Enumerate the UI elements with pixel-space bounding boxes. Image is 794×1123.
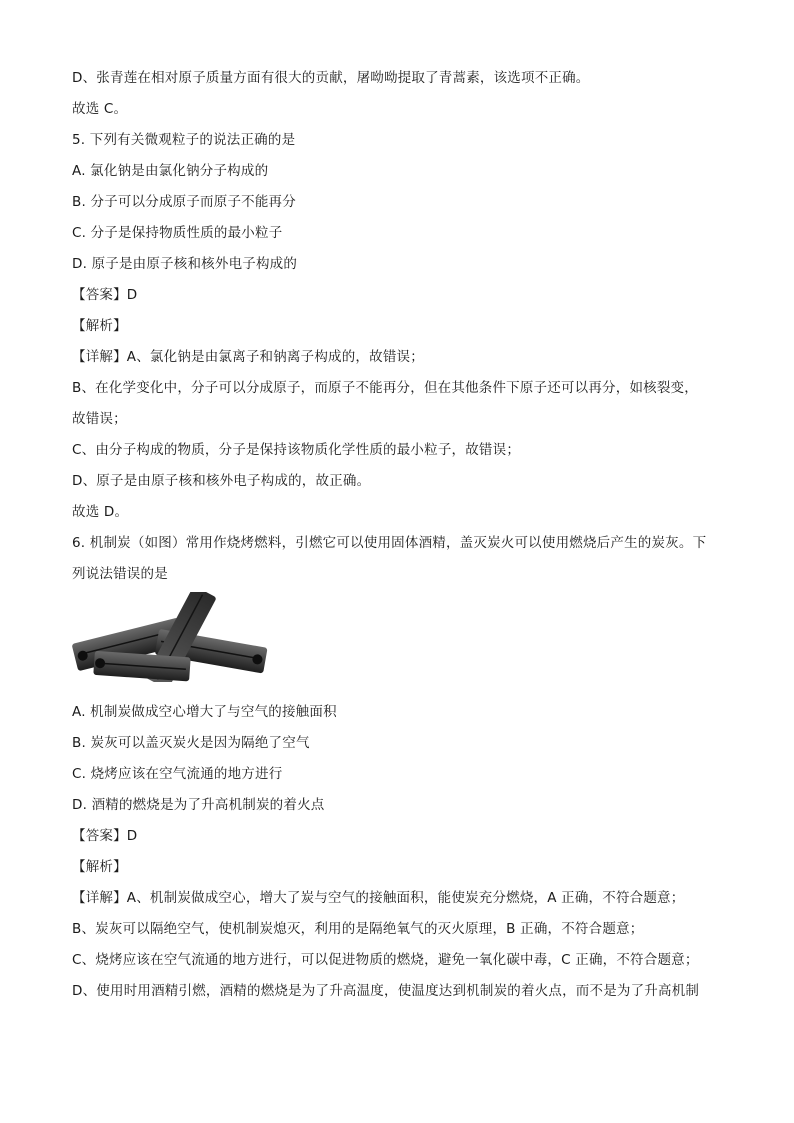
detail-line: D、使用时用酒精引燃，酒精的燃烧是为了升高温度，使温度达到机制炭的着火点，而不是为了升高机制 bbox=[72, 983, 700, 999]
detail-line: B、炭灰可以隔绝空气，使机制炭熄灭，利用的是隔绝氧气的灭火原理，B 正确，不符合题意； bbox=[72, 921, 644, 937]
detail-line: 故错误； bbox=[72, 411, 127, 427]
detail-line: C、烧烤应该在空气流通的地方进行，可以促进物质的燃烧，避免一氧化碳中毒，C 正确，不符合题意； bbox=[72, 952, 699, 968]
option-c: C. 分子是保持物质性质的最小粒子 bbox=[72, 225, 283, 241]
detail-line: D、原子是由原子核和核外电子构成的，故正确。 bbox=[72, 473, 371, 489]
option-d: D. 酒精的燃烧是为了升高机制炭的着火点 bbox=[72, 797, 325, 813]
detail-line: C、由分子构成的物质，分子是保持该物质化学性质的最小粒子，故错误； bbox=[72, 442, 521, 458]
option-b: B. 炭灰可以盖灭炭火是因为隔绝了空气 bbox=[72, 735, 310, 751]
conclusion-line: 故选 D。 bbox=[72, 504, 129, 520]
detail-line: 【详解】A、机制炭做成空心，增大了炭与空气的接触面积，能使炭充分燃烧，A 正确，不符合题意； bbox=[72, 890, 685, 906]
text-line: 故选 C。 bbox=[72, 101, 128, 117]
question-5-stem: 5. 下列有关微观粒子的说法正确的是 bbox=[72, 132, 296, 148]
charcoal-image bbox=[70, 592, 270, 682]
question-6-stem: 6. 机制炭（如图）常用作烧烤燃料，引燃它可以使用固体酒精，盖灭炭火可以使用燃烧后产生的炭灰。下 bbox=[72, 535, 707, 551]
option-a: A. 氯化钠是由氯化钠分子构成的 bbox=[72, 163, 269, 179]
analysis-label: 【解析】 bbox=[72, 859, 127, 875]
option-a: A. 机制炭做成空心增大了与空气的接触面积 bbox=[72, 704, 337, 720]
option-c: C. 烧烤应该在空气流通的地方进行 bbox=[72, 766, 283, 782]
answer-label: 【答案】D bbox=[72, 287, 138, 303]
option-b: B. 分子可以分成原子而原子不能再分 bbox=[72, 194, 296, 210]
analysis-label: 【解析】 bbox=[72, 318, 127, 334]
detail-line: 【详解】A、氯化钠是由氯离子和钠离子构成的，故错误； bbox=[72, 349, 424, 365]
question-6-stem-cont: 列说法错误的是 bbox=[72, 566, 168, 582]
answer-label: 【答案】D bbox=[72, 828, 138, 844]
option-d: D. 原子是由原子核和核外电子构成的 bbox=[72, 256, 298, 272]
text-line: D、张青莲在相对原子质量方面有很大的贡献，屠呦呦提取了青蒿素，该选项不正确。 bbox=[72, 70, 590, 86]
detail-line: B、在化学变化中，分子可以分成原子，而原子不能再分，但在其他条件下原子还可以再分，如核裂变， bbox=[72, 380, 698, 396]
